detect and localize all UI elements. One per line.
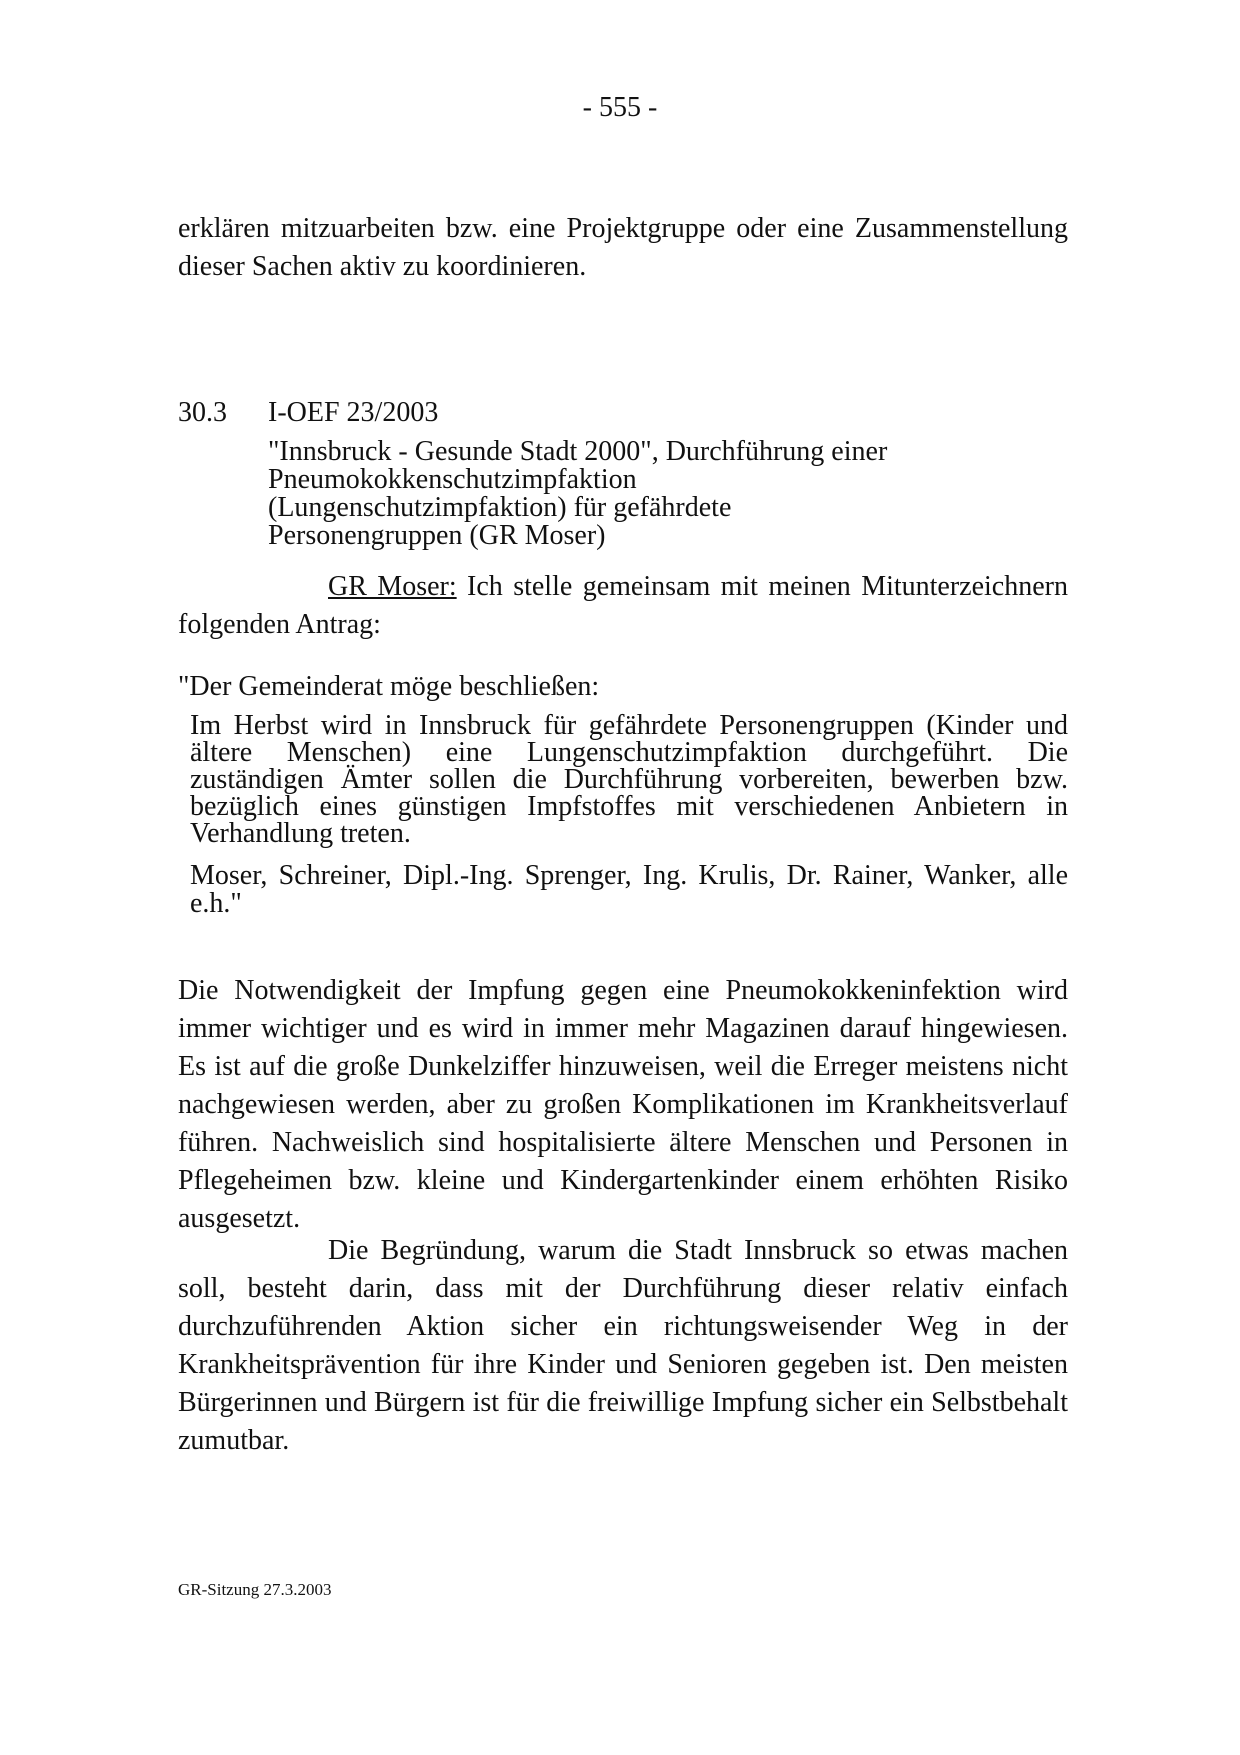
agenda-item-number: 30.3	[178, 397, 227, 428]
speech-paragraph	[178, 568, 1068, 644]
motion-body: Im Herbst wird in Innsbruck für gefährdete Personengruppen (Kinder und ältere Menschen) eine Lungenschutzimpfaktion durchgeführt. Die zuständigen Ämter sollen die Durchführung vorbereiten, bewerben bzw. bezüglich eines günstigen Impfstoffes mit verschiedenen Anbietern in Verhandlung treten.	[190, 710, 1068, 849]
motion-signers: Moser, Schreiner, Dipl.-Ing. Sprenger, Ing. Krulis, Dr. Rainer, Wanker, alle e.h."	[190, 860, 1068, 919]
agenda-item-code: I-OEF 23/2003	[268, 397, 439, 428]
page-number: - 555 -	[582, 92, 658, 123]
intro-paragraph: erklären mitzuarbeiten bzw. eine Projektgruppe oder eine Zusammenstellung dieser Sachen aktiv zu koordinieren.	[178, 213, 1068, 282]
speech-text: Ich stelle gemeinsam mit meinen Mitunterzeichnern folgenden Antrag:	[178, 571, 1068, 640]
body-paragraph-2: Die Begründung, warum die Stadt Innsbruck so etwas machen soll, besteht darin, dass mit der Durchführung dieser relativ einfach durchzuführenden Aktion sicher ein richtungsweisender Weg in der Krankheitsprävention für ihre Kinder und Senioren gegeben ist. Den meisten Bürgerinnen und Bürgern ist für die freiwillige Impfung sicher ein Selbstbehalt zumutbar.	[178, 1235, 1068, 1456]
page-footer: GR-Sitzung 27.3.2003	[178, 1580, 332, 1599]
motion-opening: "Der Gemeinderat möge beschließen:	[178, 671, 600, 702]
agenda-item-title: "Innsbruck - Gesunde Stadt 2000", Durchführung einer Pneumokokkenschutzimpfaktion (Lungenschutzimpfaktion) für gefährdete Personengruppen (GR Moser)	[268, 436, 888, 551]
speaker-name: GR Moser:	[328, 571, 457, 602]
body-paragraph-1: Die Notwendigkeit der Impfung gegen eine Pneumokokkeninfektion wird immer wichtiger und es wird in immer mehr Magazinen darauf hingewiesen. Es ist auf die große Dunkelziffer hinzuweisen, weil die Erreger meistens nicht nachgewiesen werden, aber zu großen Komplikationen im Krankheitsverlauf führen. Nachweislich sind hospitalisierte ältere Menschen und Personen in Pflegeheimen bzw. kleine und Kindergartenkinder einem erhöhten Risiko ausgesetzt.	[178, 975, 1068, 1234]
